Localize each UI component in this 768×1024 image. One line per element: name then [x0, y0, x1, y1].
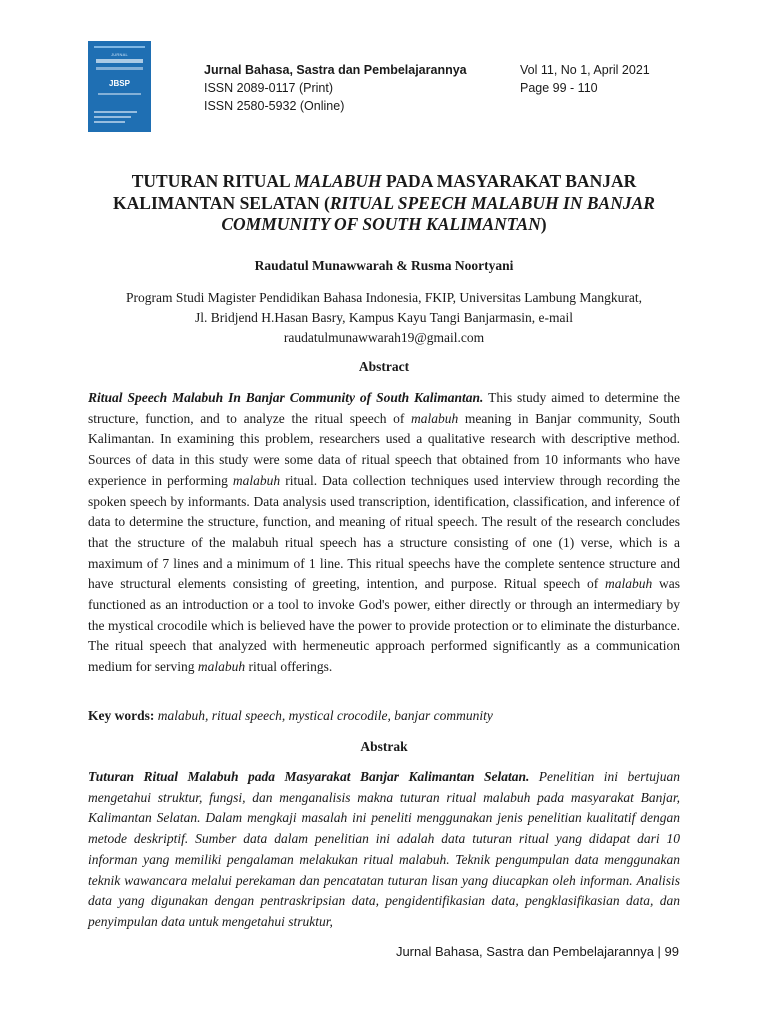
cover-band — [94, 111, 137, 113]
abstract-lead: Ritual Speech Malabuh In Banjar Community of South Kalimantan. — [88, 390, 484, 405]
affiliation — [88, 288, 680, 348]
cover-band — [98, 93, 141, 95]
abstract-indonesian — [88, 767, 680, 933]
abstract-term: malabuh — [411, 410, 459, 426]
abstract-term: malabuh — [197, 659, 246, 675]
title-text: TUTURAN RITUAL — [131, 171, 295, 191]
abstrak-lead: Tuturan Ritual Malabuh pada Masyarakat Banjar Kalimantan Selatan. — [88, 769, 530, 784]
keywords-values: malabuh, ritual speech, mystical crocodile, banjar community — [154, 708, 493, 723]
affiliation-line: Program Studi Magister Pendidikan Bahasa Indonesia, FKIP, Universitas Lambung Mangkurat, — [126, 290, 642, 305]
cover-band — [96, 67, 143, 70]
abstract-text: meaning in Banjar community, South Kalimantan. In examining this problem, researchers used a qualitative research with descriptive method. Sources of data in this study were some data of ritual speech that obtained from 10 informants who have experience in performing — [88, 410, 680, 488]
abstract-term: malabuh — [605, 576, 653, 592]
cover-band — [96, 59, 143, 63]
title-italic-text: MALABUH — [294, 171, 382, 191]
abstract-text: was functioned as an introduction or a tool to invoke God's power, either directly or through an intermediary by the mystical crocodile which is believed have the power to provide protection or to eliminate the disturbance. The ritual speech that analyzed with hermeneutic approach performed significantly as a communication medium for serving — [88, 576, 680, 675]
issn-print: ISSN 2089-0117 (Print) — [204, 81, 333, 95]
keywords — [88, 706, 680, 727]
issue-info — [520, 61, 650, 97]
abstrak-text: Penelitian ini bertujuan mengetahui struktur, fungsi, dan menganalisis makna tuturan ritual malabuh pada masyarakat Banjar, Kalimantan Selatan. Dalam mengkaji masalah ini peneliti menggunakan jenis penelitian kualitatif dengan metode deskriptif. Sumber data dalam penelitian ini adalah data tuturan ritual yang didapat dari 10 informan yang memiliki pengalaman melakukan ritual malabuh. Teknik pengumpulan data menggunakan teknik wawancara melalui perekaman dan pencatatan tuturan lisan yang diucapkan oleh informan. Analisis data yang digunakan dengan pentraskripsian data, pengidentifikasian data, pengklasifikasian data, dan penyimpulan data untuk mengetahui struktur, — [88, 769, 680, 929]
abstract-text: ritual offerings. — [245, 659, 333, 675]
volume-info: Vol 11, No 1, April 2021 — [520, 63, 650, 77]
title-text: PADA MASYARAKAT BANJAR KALIMANTAN SELATAN ( — [113, 171, 637, 213]
keywords-label: Key words: — [88, 708, 155, 723]
cover-band — [94, 116, 131, 118]
abstract-term: malabuh — [232, 472, 281, 488]
abstract-text: ritual. Data collection techniques used interview through recording the spoken speech by informants. Data analysis used transcription, identification, classification, and inference of data to determine the structure, function, and meaning of ritual speech. The result of the research concludes that the structure of the malabuh ritual speech has a structure consisting of one (1) verse, which is a maximum of 7 lines and a minimum of 1 line. This ritual speechs have the complete sentence structure and have structural elements consisting of greeting, intention, and purpose. Ritual speech of — [88, 472, 680, 592]
cover-logo: JBSP — [109, 79, 130, 88]
title-italic-text: RITUAL SPEECH MALABUH IN BANJAR COMMUNITY OF SOUTH KALIMANTAN — [221, 192, 655, 234]
journal-cover-thumbnail — [88, 41, 151, 132]
authors: Raudatul Munawwarah & Rusma Noortyani — [254, 258, 514, 273]
author-email: raudatulmunawwarah19@gmail.com — [283, 330, 485, 345]
journal-name: Jurnal Bahasa, Sastra dan Pembelajarannya — [204, 63, 467, 77]
paper-title — [88, 171, 680, 236]
abstract-heading: Abstract — [358, 359, 410, 374]
cover-stripe — [94, 46, 145, 48]
issn-online: ISSN 2580-5932 (Online) — [204, 99, 345, 113]
page-footer: Jurnal Bahasa, Sastra dan Pembelajarannya | 99 — [395, 944, 679, 959]
abstract-text: This study aimed to determine the structure, function, and to analyze the ritual speech of — [88, 390, 680, 426]
abstract-english — [88, 388, 680, 678]
affiliation-line: Jl. Bridjend H.Hasan Basry, Kampus Kayu Tangi Banjarmasin, e-mail — [194, 310, 574, 325]
title-text: ) — [540, 214, 547, 234]
cover-small-text: JURNAL — [111, 52, 128, 57]
page-range: Page 99 - 110 — [520, 81, 598, 95]
cover-band — [94, 121, 125, 123]
abstrak-heading: Abstrak — [360, 739, 408, 754]
journal-header-info — [204, 61, 467, 115]
